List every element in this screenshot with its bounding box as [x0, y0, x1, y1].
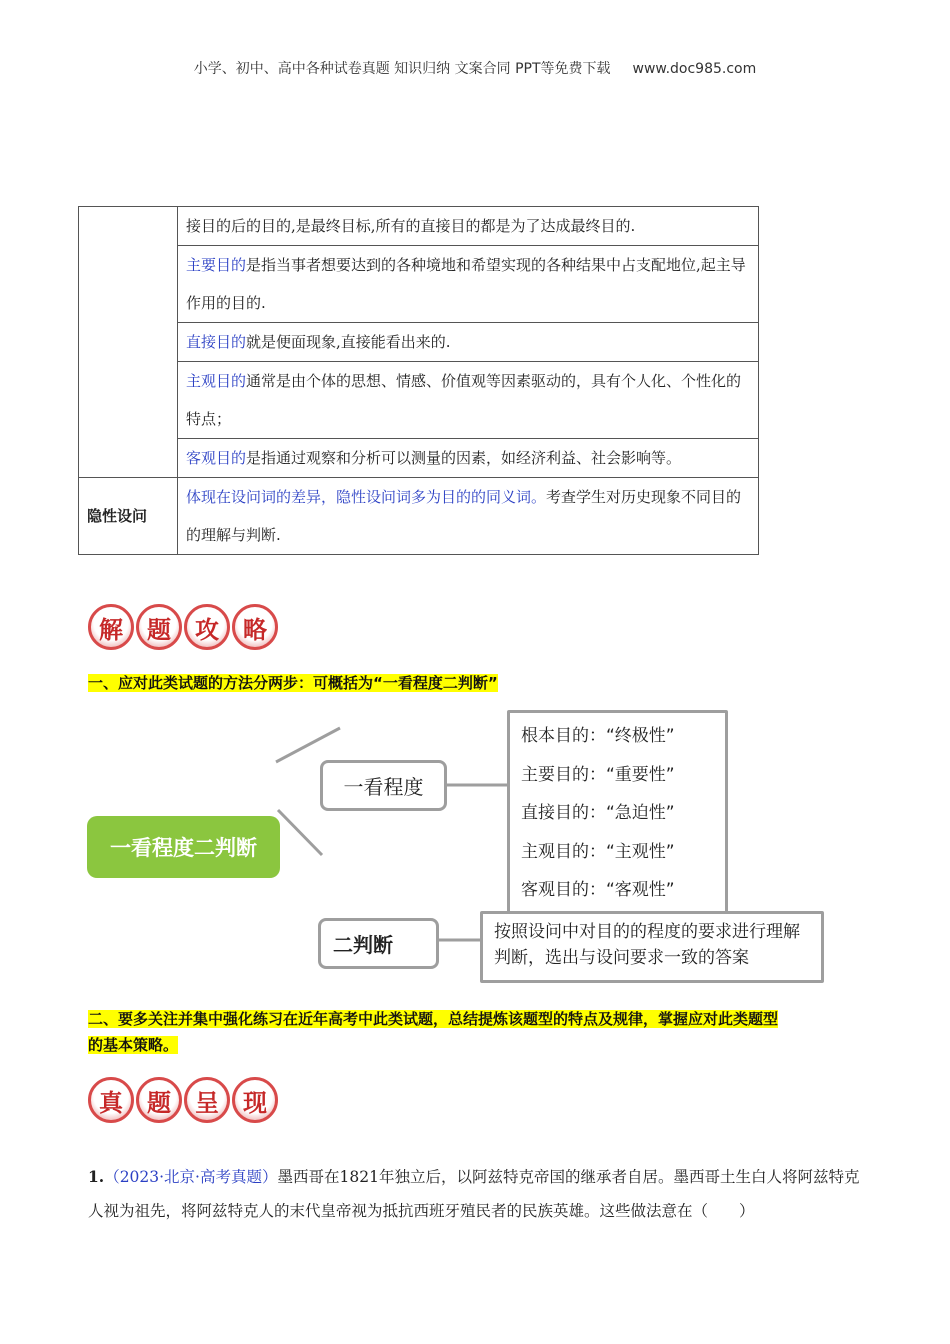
root-node: 一看程度二判断 [87, 816, 280, 878]
table-label-empty [79, 207, 178, 478]
term-objective-purpose: 客观目的 [186, 449, 247, 467]
row0-text: 接目的后的目的,是最终目标,所有的直接目的都是为了达成最终目的. [186, 217, 636, 235]
node-judge: 二判断 [318, 918, 439, 969]
row4-text: 是指通过观察和分析可以测量的因素，如经济利益、社会影响等。 [246, 449, 682, 467]
badge-char: 攻 [184, 604, 230, 650]
term-direct-purpose: 直接目的 [186, 333, 247, 351]
table-row [178, 207, 759, 246]
list-item: 直接目的：“急迫性” [521, 803, 675, 823]
table-row [178, 246, 759, 323]
hidden-text: 考查学生对历史现象不同目的的理解与判断. [186, 488, 742, 544]
table-row [178, 362, 759, 439]
question-number: 1. [88, 1167, 105, 1186]
hidden-blue-text: 体现在设问词的差异，隐性设问词多为目的的同义词。 [186, 488, 547, 506]
definition-table [78, 206, 759, 555]
list-item: 主要目的：“重要性” [521, 764, 675, 785]
question-1 [88, 1160, 863, 1228]
term-subjective-purpose: 主观目的 [186, 372, 247, 390]
badge-char: 题 [136, 1077, 182, 1123]
row3-text: 通常是由个体的思想、情感、价值观等因素驱动的，具有个人化、个性化的特点； [186, 372, 742, 428]
question-text: 墨西哥在1821年独立后，以阿兹特克帝国的继承者自居。墨西哥土生白人将阿兹特克人视为祖先，将阿兹特克人的末代皇帝视为抵抗西班牙殖民者的民族英雄。这些做法意在（ ） [88, 1168, 860, 1220]
node-look-degree: 一看程度 [320, 760, 447, 811]
highlight-2-line1: 二、要多关注并集中强化练习在近年高考中此类试题，总结提炼该题型的特点及规律，掌握应对此类题型 [88, 1010, 779, 1028]
badge-char: 解 [88, 604, 134, 650]
highlight-2-line2: 的基本策略。 [88, 1036, 179, 1054]
badge-char: 现 [232, 1077, 278, 1123]
mind-map [0, 700, 950, 990]
connector-line [276, 728, 340, 762]
list-item: 根本目的：“终极性” [521, 726, 675, 746]
table-row [178, 478, 759, 555]
row2-text: 就是便面现象,直接能看出来的. [246, 333, 451, 351]
list-item: 客观目的：“客观性” [521, 880, 675, 900]
highlight-heading-2 [88, 1006, 778, 1058]
highlight-1-text: 一、应对此类试题的方法分两步：可概括为“一看程度二判断” [88, 674, 498, 692]
question-source: （2023·北京·高考真题） [104, 1168, 278, 1186]
hidden-question-label: 隐性设问 [79, 478, 178, 555]
real-exam-badge [88, 1077, 278, 1123]
list-item: 主观目的：“主观性” [521, 841, 675, 862]
connector-line [278, 810, 322, 855]
highlight-heading-1 [88, 670, 498, 696]
solution-strategy-badge [88, 604, 278, 650]
table-row [178, 439, 759, 478]
badge-char: 呈 [184, 1077, 230, 1123]
badge-char: 略 [232, 604, 278, 650]
judge-description: 按照设问中对目的的程度的要求进行理解判断，选出与设问要求一致的答案 [480, 911, 824, 983]
badge-char: 真 [88, 1077, 134, 1123]
term-main-purpose: 主要目的 [186, 256, 247, 274]
table-row [178, 323, 759, 362]
header-url[interactable]: www.doc985.com [632, 61, 757, 77]
badge-char: 题 [136, 604, 182, 650]
purpose-list [507, 710, 728, 920]
page-header [0, 58, 950, 78]
header-text: 小学、初中、高中各种试卷真题 知识归纳 文案合同 PPT等免费下载 [193, 61, 611, 77]
row1-text: 是指当事者想要达到的各种境地和希望实现的各种结果中占支配地位,起主导作用的目的. [186, 256, 746, 312]
